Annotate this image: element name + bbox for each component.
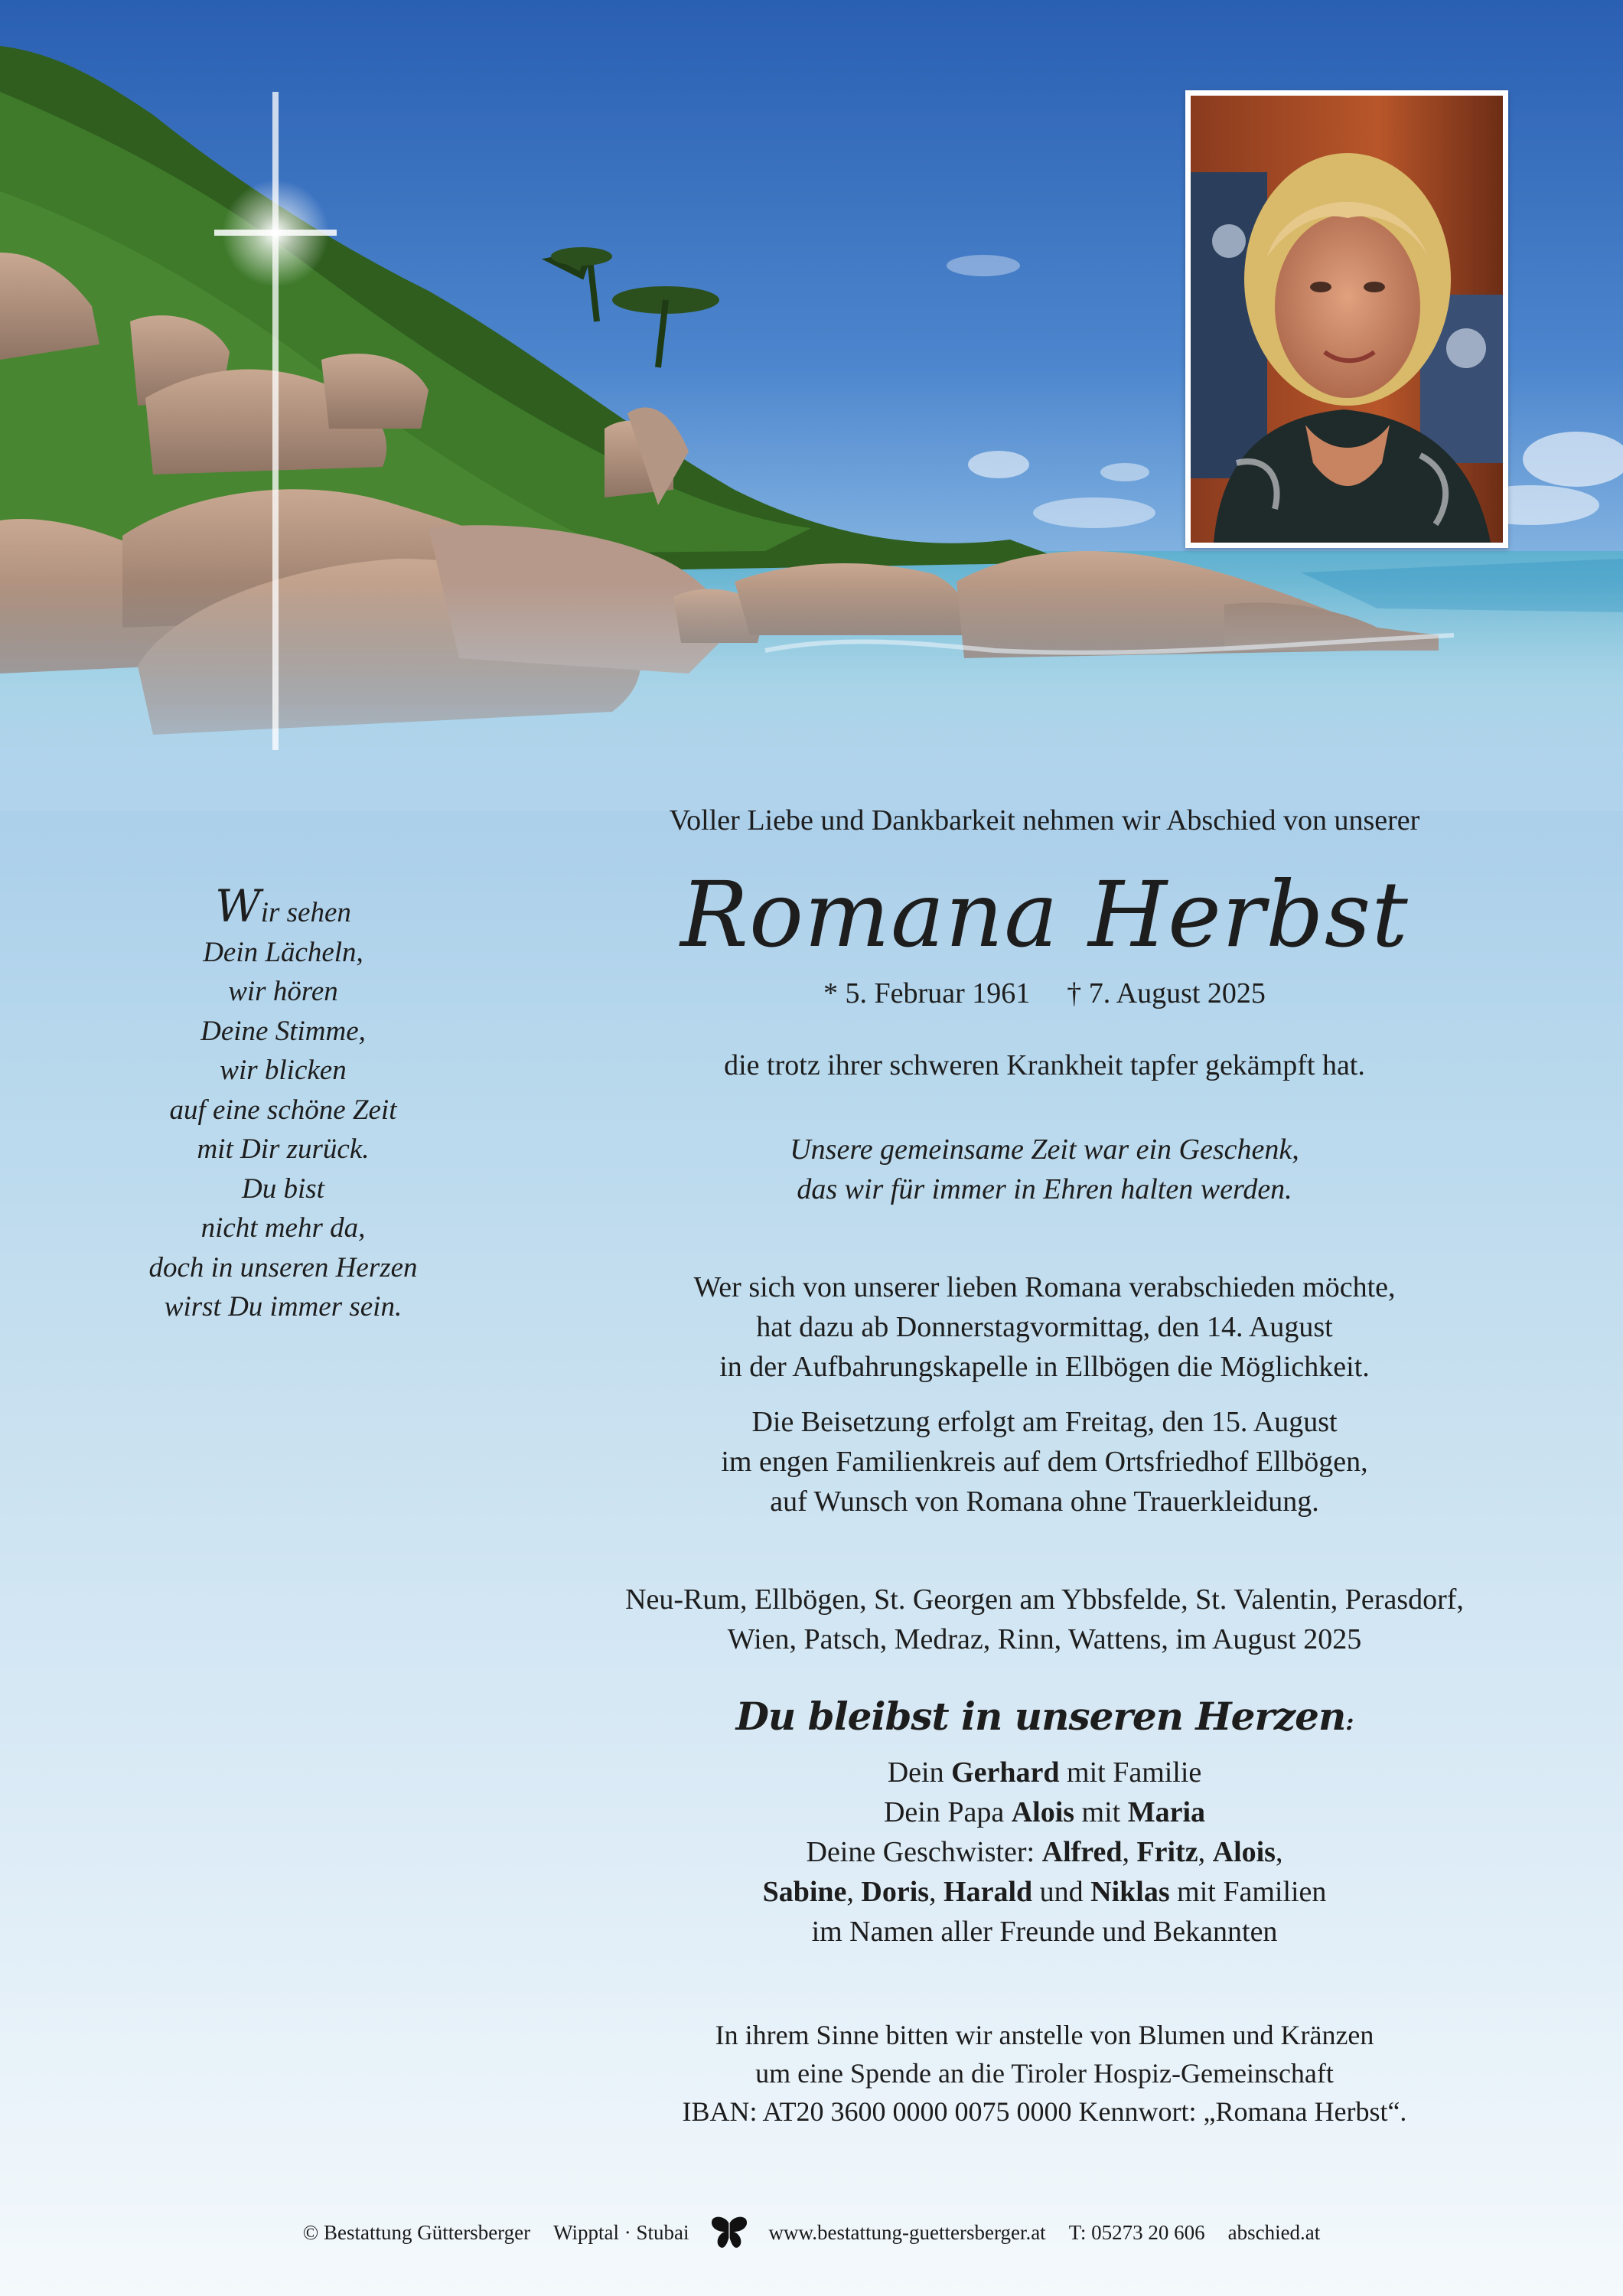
mourners-heading [551, 1690, 1538, 1750]
poem-line: wir hören [228, 976, 338, 1007]
birth-date: * 5. Februar 1961 [823, 977, 1031, 1009]
death-date: † 7. August 2025 [1067, 977, 1266, 1009]
quote-line: das wir für immer in Ehren halten werden. [797, 1173, 1292, 1205]
burial-line: im engen Familienkreis auf dem Ortsfriedhof Ellbögen, [721, 1446, 1368, 1478]
copyright: © Bestattung Güttersberger [302, 2220, 531, 2244]
mourners-heading-colon: : [1345, 1709, 1354, 1736]
burial-line: Die Beisetzung erfolgt am Freitag, den 15. August [751, 1406, 1338, 1438]
poem-line: Du bist [242, 1172, 324, 1205]
poem-line: wir blicken [220, 1055, 347, 1086]
portrait-image [1191, 96, 1503, 543]
places-line: Wien, Patsch, Medraz, Rinn, Wattens, im August 2025 [727, 1623, 1362, 1655]
website-link[interactable]: www.bestattung-guettersberger.at [768, 2220, 1046, 2244]
illness-text: die trotz ihrer schweren Krankheit tapfer gekämpft hat. [724, 1049, 1365, 1081]
text: mit Familie [1059, 1756, 1202, 1789]
burial-info [551, 1402, 1538, 1521]
farewell-line: Wer sich von unserer lieben Romana verabschieden möchte, [693, 1271, 1396, 1303]
mourners-heading-text: Du bleibst in unseren Herzen [735, 1694, 1346, 1739]
butterfly-icon [709, 2215, 749, 2250]
farewell-line: hat dazu ab Donnerstagvormittag, den 14. August [756, 1311, 1333, 1343]
mourner-name: Alois [1212, 1836, 1276, 1868]
poem-line: Dein Lächeln, [203, 936, 363, 968]
mourner-name: Maria [1127, 1796, 1206, 1828]
quote-line: Unsere gemeinsame Zeit war ein Geschenk, [790, 1133, 1299, 1166]
mourner-name: Alfred [1041, 1836, 1123, 1868]
farewell-info [551, 1267, 1538, 1387]
life-dates [551, 974, 1538, 1013]
poem [107, 880, 459, 1327]
mourner-line [551, 1792, 1538, 1832]
poem-line: mit Dir zurück. [197, 1133, 370, 1165]
donation-line: In ihrem Sinne bitten wir anstelle von Blumen und Kränzen [715, 2020, 1374, 2050]
donation-line: um eine Spende an die Tiroler Hospiz-Gemeinschaft [755, 2058, 1334, 2089]
intro-text: Voller Liebe und Dankbarkeit nehmen wir Abschied von unserer [669, 804, 1420, 837]
text: mit Familien [1169, 1876, 1327, 1908]
farewell-line: in der Aufbahrungskapelle in Ellbögen die Möglichkeit. [719, 1351, 1370, 1383]
text: Dein Papa [883, 1796, 1012, 1828]
website-link-2[interactable]: abschied.at [1227, 2220, 1321, 2244]
deceased-name: Romana Herbst [680, 862, 1409, 967]
poem-line: auf eine schöne Zeit [169, 1094, 397, 1126]
text: , [1198, 1836, 1213, 1868]
phone-number: T: 05273 20 606 [1068, 2220, 1205, 2244]
poem-line: nicht mehr da, [200, 1212, 366, 1244]
poem-line: Deine Stimme, [200, 1015, 366, 1047]
text: ir sehen [260, 897, 351, 928]
poem-line: wirst Du immer sein. [164, 1291, 402, 1322]
mourner-name: Alois [1011, 1796, 1075, 1828]
mourner-name: Gerhard [951, 1756, 1060, 1789]
footer [0, 2213, 1623, 2252]
burial-line: auf Wunsch von Romana ohne Trauerkleidung. [770, 1486, 1319, 1518]
mourner-name: Niklas [1090, 1876, 1170, 1908]
places-date [551, 1580, 1538, 1659]
text: , [929, 1876, 944, 1908]
quote-block [551, 1130, 1538, 1209]
mourner-name: Harald [943, 1876, 1033, 1908]
text: Deine Geschwister: [806, 1836, 1042, 1868]
mourner-line [551, 1753, 1538, 1792]
text: Dein [887, 1756, 952, 1789]
donation-line: IBAN: AT20 3600 0000 0075 0000 Kennwort: „Romana Herbst“. [682, 2096, 1407, 2127]
donation-request [551, 2016, 1538, 2131]
text: und [1032, 1876, 1091, 1908]
poem-line [107, 880, 459, 933]
mourner-line: im Namen aller Freunde und Bekannten [811, 1916, 1278, 1948]
portrait-photo [1185, 90, 1508, 548]
text: , [1275, 1836, 1283, 1868]
mourners-list [551, 1753, 1538, 1952]
text: mit [1074, 1796, 1128, 1828]
region: Wipptal · Stubai [553, 2220, 689, 2244]
mourner-name: Fritz [1136, 1836, 1198, 1868]
mourner-name: Sabine [762, 1876, 847, 1908]
poem-line: doch in unseren Herzen [148, 1251, 418, 1283]
mourner-name: Doris [861, 1876, 930, 1908]
places-line: Neu-Rum, Ellbögen, St. Georgen am Ybbsfelde, St. Valentin, Perasdorf, [625, 1583, 1464, 1616]
poem-initial: W [215, 880, 261, 932]
text: , [846, 1876, 862, 1908]
mourner-line [551, 1872, 1538, 1912]
text: , [1122, 1836, 1137, 1868]
mourner-line [551, 1832, 1538, 1872]
